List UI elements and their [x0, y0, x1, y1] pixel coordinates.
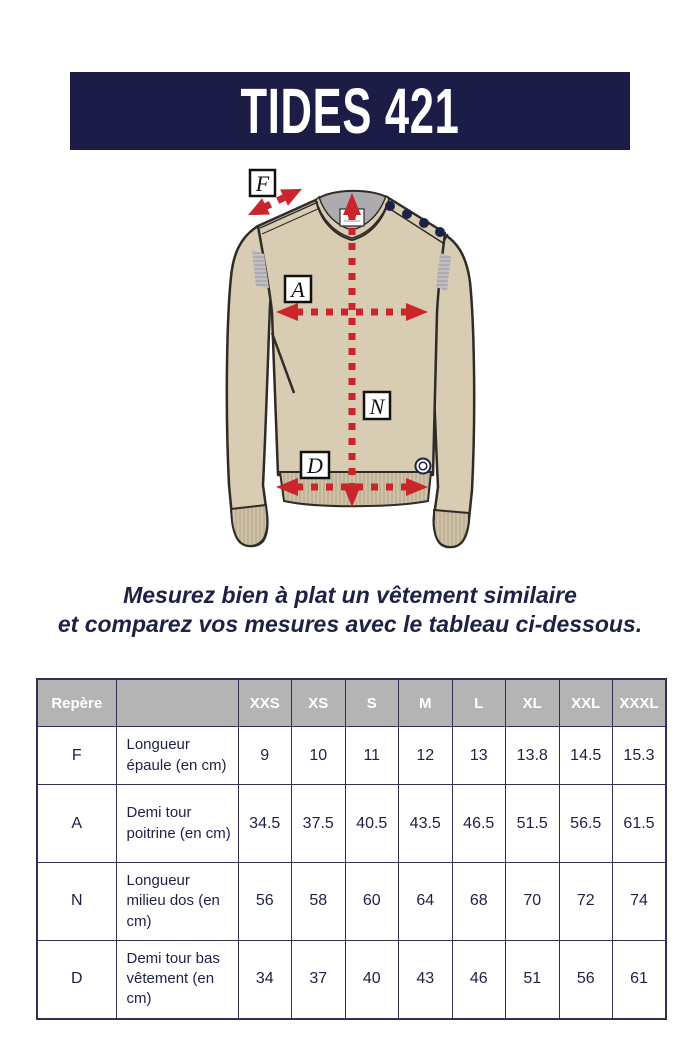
brand-badge [416, 459, 431, 474]
size-value-cell: 37 [292, 940, 346, 1018]
size-value-cell: 56 [559, 940, 613, 1018]
size-value-cell: 70 [506, 863, 560, 941]
size-chart-table [36, 678, 667, 1020]
table-row [37, 940, 666, 1018]
table-row [37, 785, 666, 863]
size-value-cell: 51 [506, 940, 560, 1018]
size-value-cell: 13.8 [506, 727, 560, 785]
size-value-cell: 46.5 [452, 785, 506, 863]
size-column-header: XXL [559, 679, 613, 727]
shoulder-button [419, 218, 429, 228]
shoulder-button [402, 209, 412, 219]
size-value-cell: 10 [292, 727, 346, 785]
size-value-cell: 68 [452, 863, 506, 941]
size-value-cell: 37.5 [292, 785, 346, 863]
size-value-cell: 58 [292, 863, 346, 941]
size-value-cell: 15.3 [613, 727, 667, 785]
table-row [37, 863, 666, 941]
measurement-code-cell: A [37, 785, 116, 863]
size-value-cell: 11 [345, 727, 399, 785]
measurement-label-cell: Demi tour poitrine (en cm) [116, 785, 238, 863]
measurement-code-cell: F [37, 727, 116, 785]
sweater-measurement-diagram [190, 155, 510, 575]
size-table-head-row [37, 679, 666, 727]
size-value-cell: 34 [238, 940, 292, 1018]
size-value-cell: 40.5 [345, 785, 399, 863]
shoulder-button [435, 227, 445, 237]
marker-n-label [364, 392, 390, 419]
size-column-header: XXS [238, 679, 292, 727]
size-value-cell: 72 [559, 863, 613, 941]
measurement-label-cell: Longueur épaule (en cm) [116, 727, 238, 785]
size-value-cell: 12 [399, 727, 453, 785]
size-value-cell: 40 [345, 940, 399, 1018]
measurement-code-cell: N [37, 863, 116, 941]
marker-f-label [250, 170, 275, 196]
size-column-header: Repère [37, 679, 116, 727]
product-title-banner [70, 72, 630, 150]
size-column-header [116, 679, 238, 727]
size-column-header: XXXL [613, 679, 667, 727]
size-value-cell: 46 [452, 940, 506, 1018]
measurement-code-cell: D [37, 940, 116, 1018]
size-value-cell: 56.5 [559, 785, 613, 863]
marker-a-label [285, 276, 311, 302]
size-value-cell: 34.5 [238, 785, 292, 863]
svg-text:D: D [307, 453, 323, 478]
size-table-body [37, 727, 666, 1019]
size-value-cell: 43 [399, 940, 453, 1018]
size-column-header: L [452, 679, 506, 727]
table-row [37, 727, 666, 785]
product-title: TIDES 421 [240, 75, 460, 147]
measurement-label-cell: Demi tour bas vêtement (en cm) [116, 940, 238, 1018]
size-value-cell: 56 [238, 863, 292, 941]
size-value-cell: 43.5 [399, 785, 453, 863]
size-column-header: M [399, 679, 453, 727]
shoulder-button [385, 201, 395, 211]
size-value-cell: 14.5 [559, 727, 613, 785]
svg-text:N: N [369, 394, 385, 419]
size-value-cell: 60 [345, 863, 399, 941]
measure-instructions [0, 581, 700, 639]
measurement-label-cell: Longueur milieu dos (en cm) [116, 863, 238, 941]
size-value-cell: 9 [238, 727, 292, 785]
size-value-cell: 13 [452, 727, 506, 785]
marker-d-label [301, 452, 329, 478]
svg-text:F: F [255, 171, 270, 196]
size-value-cell: 61 [613, 940, 667, 1018]
size-value-cell: 64 [399, 863, 453, 941]
measure-instructions-line2: et comparez vos mesures avec le tableau ci-dessous. [57, 611, 643, 637]
svg-text:A: A [291, 277, 305, 302]
measure-instructions-line1: Mesurez bien à plat un vêtement similaire [123, 582, 577, 608]
size-column-header: XL [506, 679, 560, 727]
size-value-cell: 74 [613, 863, 667, 941]
size-column-header: XS [292, 679, 346, 727]
size-column-header: S [345, 679, 399, 727]
size-value-cell: 61.5 [613, 785, 667, 863]
size-value-cell: 51.5 [506, 785, 560, 863]
